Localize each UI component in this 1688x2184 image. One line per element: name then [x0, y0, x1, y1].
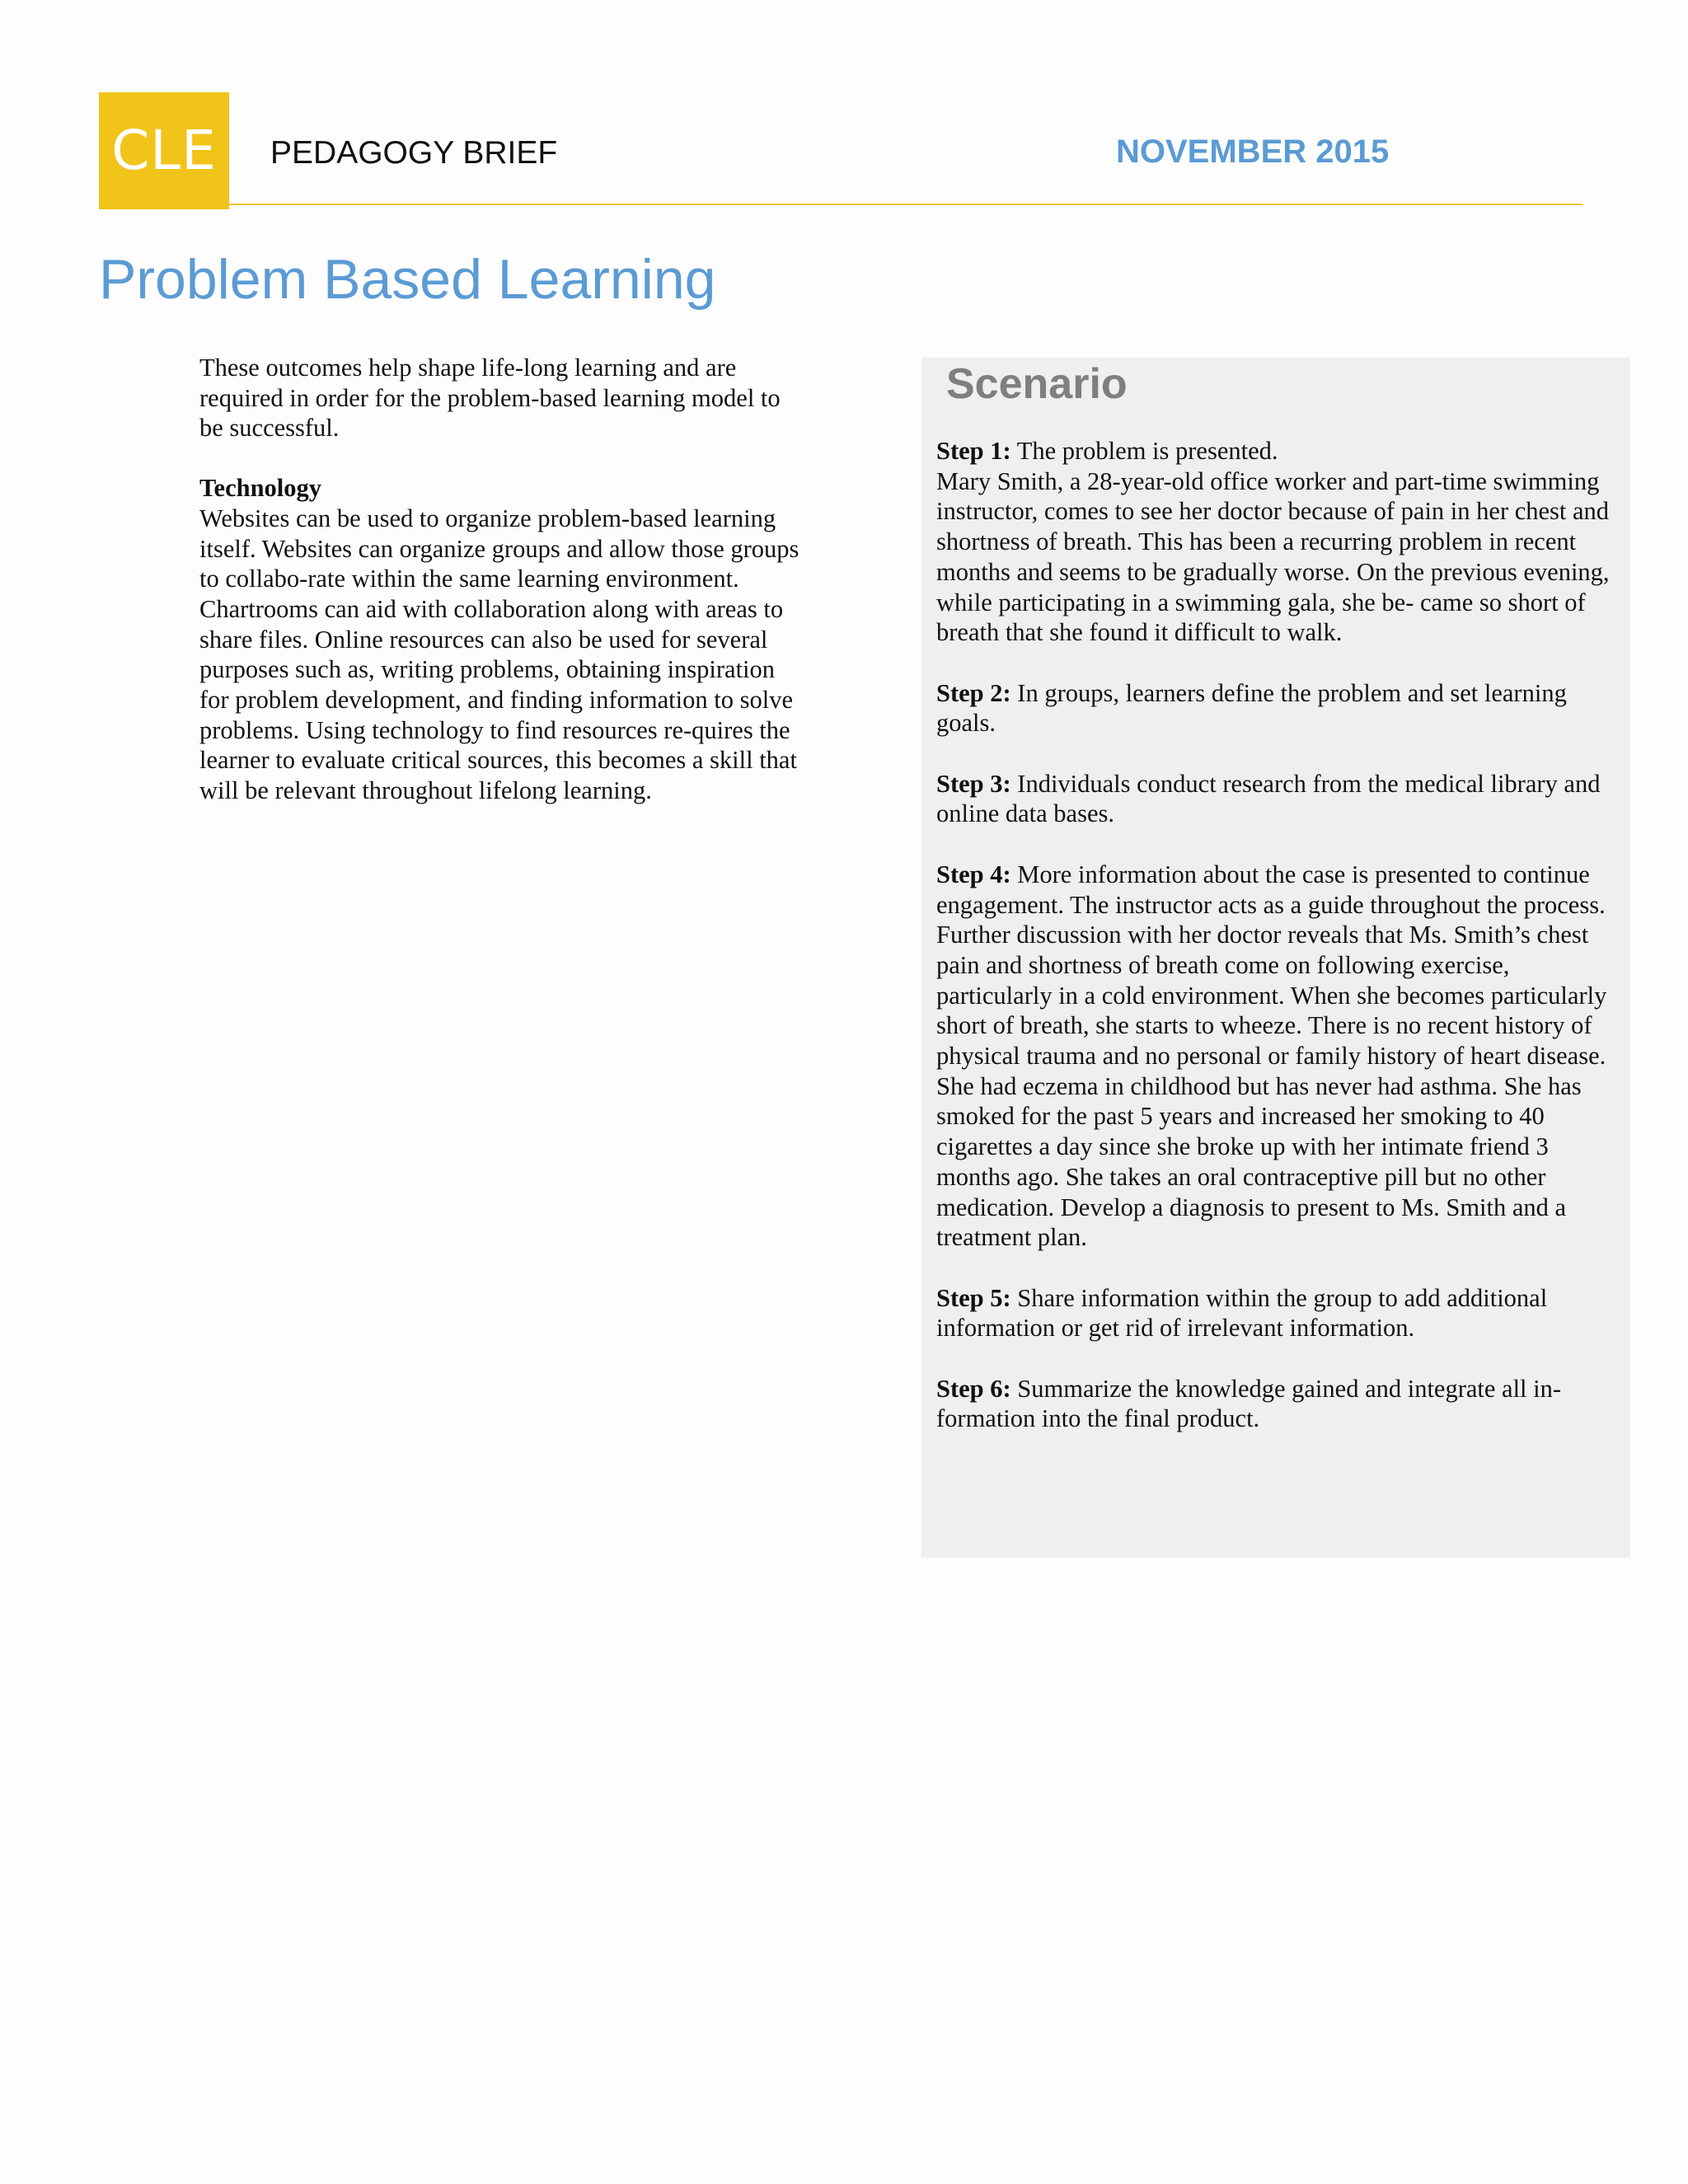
- technology-paragraph: Websites can be used to organize problem-based learning itself. Websites can organize groups and allow those groups to collabo-rate within the same learning environment. Chartrooms can aid with collaboration along with areas to share files. Online resources can also be used for several purposes such as, writing problems, obtaining inspiration for problem development, and finding information to solve problems. Using technology to find resources re-quires the learner to evaluate critical sources, this becomes a skill that will be relevant throughout lifelong learning.: [199, 504, 799, 805]
- scenario-panel: [921, 358, 1630, 1558]
- cle-logo: CLE: [99, 92, 229, 209]
- step-text: Share information within the group to add additional information or get rid of irrelevant information.: [936, 1283, 1548, 1343]
- step-text: The problem is presented.: [1016, 437, 1278, 465]
- brief-type-label: PEDAGOGY BRIEF: [270, 135, 558, 171]
- scenario-title: Scenario: [946, 360, 1128, 408]
- step-label: Step 1:: [936, 437, 1011, 465]
- step-text: More information about the case is presented to continue engagement. The instructor acts as a guide throughout the process.: [936, 860, 1606, 919]
- step-line: [936, 678, 1620, 738]
- step-label: Step 3:: [936, 769, 1011, 798]
- step-detail: Further discussion with her doctor reveals that Ms. Smith’s chest pain and shortness of breath come on following exercise, particularly in a cold environment. When she becomes particularly short of breath, she starts to wheeze. There is no recent history of physical trauma and no personal or family history of heart disease. She had eczema in childhood but has never had asthma. She has smoked for the past 5 years and increased her smoking to 40 cigarettes a day since she broke up with her intimate friend 3 months ago. She takes an oral contraceptive pill but no other medication. Develop a diagnosis to present to Ms. Smith and a treatment plan.: [936, 921, 1607, 1252]
- header-divider: [229, 204, 1582, 205]
- scenario-steps: [936, 436, 1620, 1465]
- issue-date: NOVEMBER 2015: [1116, 134, 1390, 170]
- step-4: [936, 860, 1620, 1253]
- page-title: Problem Based Learning: [99, 248, 716, 311]
- step-label: Step 5:: [936, 1283, 1011, 1312]
- step-line: [936, 1283, 1620, 1343]
- intro-paragraph: These outcomes help shape life-long learning and are required in order for the problem-based learning model to be successful.: [199, 354, 781, 443]
- step-line: [936, 436, 1620, 466]
- step-line: [936, 769, 1620, 829]
- step-1: [936, 436, 1620, 648]
- step-label: Step 6:: [936, 1374, 1011, 1403]
- step-text: Individuals conduct research from the medical library and online data bases.: [936, 769, 1601, 828]
- left-column: [199, 353, 809, 806]
- technology-heading: Technology: [199, 474, 322, 503]
- step-2: [936, 678, 1620, 738]
- step-line: [936, 1374, 1620, 1434]
- step-6: [936, 1374, 1620, 1434]
- paragraph-gap: [199, 443, 809, 473]
- step-3: [936, 769, 1620, 829]
- step-line: [936, 860, 1620, 920]
- step-label: Step 2:: [936, 678, 1011, 707]
- step-text: Summarize the knowledge gained and integrate all in- formation into the final product.: [936, 1374, 1562, 1433]
- step-label: Step 4:: [936, 860, 1011, 888]
- step-detail: Mary Smith, a 28-year-old office worker and part-time swimming instructor, comes to see her doctor because of pain in her chest and shortness of breath. This has been a recurring problem in recent months and seems to be gradually worse. On the previous evening, while participating in a swimming gala, she be- came so short of breath that she found it difficult to walk.: [936, 466, 1610, 647]
- step-5: [936, 1283, 1620, 1343]
- step-text: In groups, learners define the problem and set learning goals.: [936, 678, 1567, 738]
